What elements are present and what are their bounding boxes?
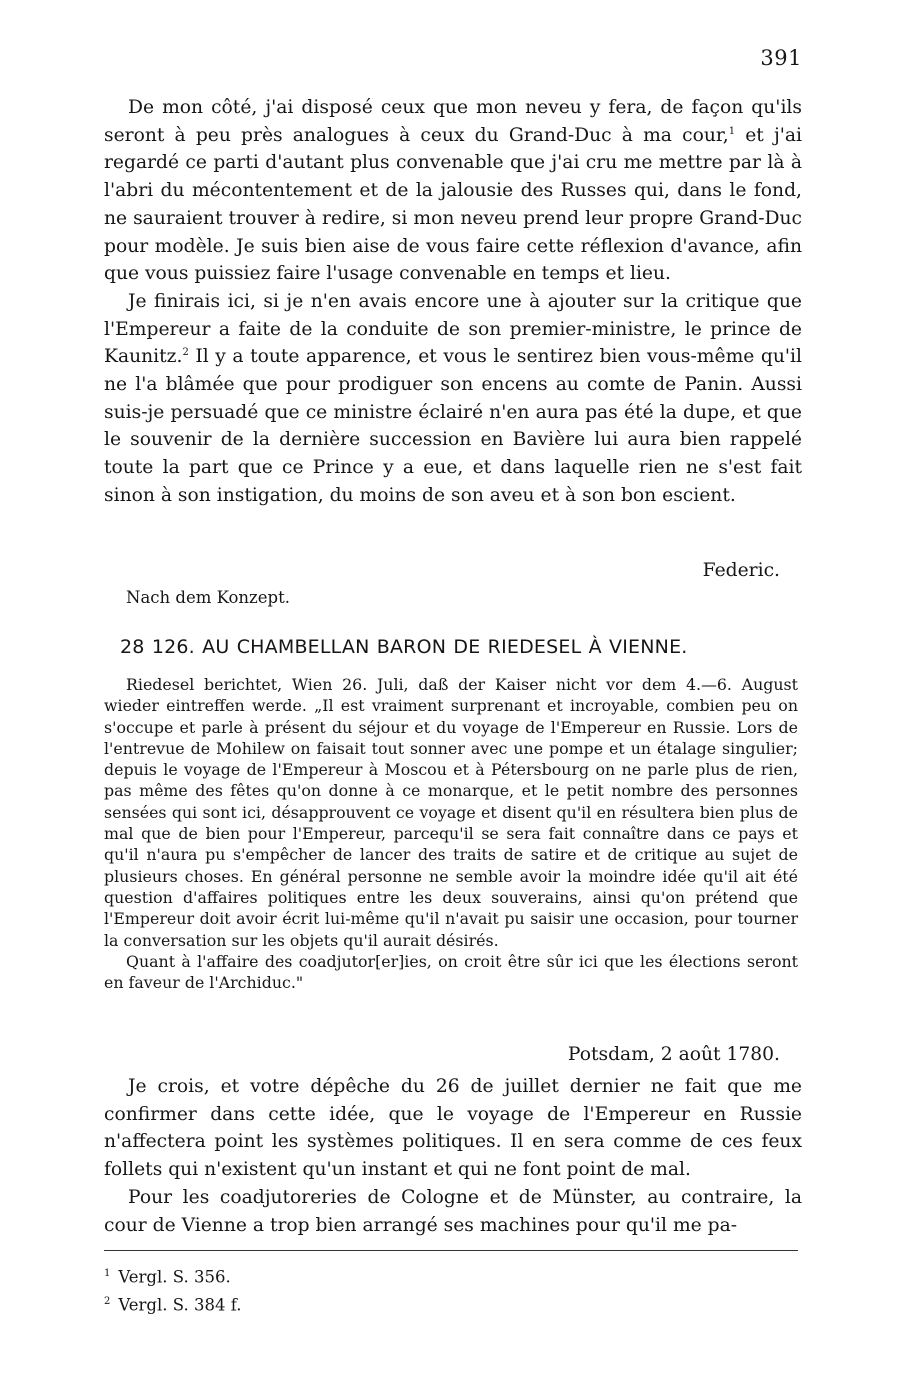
summary-paragraph: Quant à l'affaire des coadjutor[er]ies, on croit être sûr ici que les élections seront en faveur de l'Archiduc." (104, 951, 798, 993)
source-note: Nach dem Konzept. (126, 588, 290, 607)
footnote-text: Vergl. S. 384 f. (118, 1295, 242, 1314)
paragraph (104, 94, 802, 288)
paragraph-text: Je finirais ici, si je n'en avais encore une à ajouter sur la critique que l'Empereur a faite de la conduite de son premier-ministre, le prince de Kaunitz. (104, 290, 802, 368)
signature: Federic. (702, 560, 780, 581)
letter-heading: 28 126. AU CHAMBELLAN BARON DE RIEDESEL À VIENNE. (120, 636, 688, 658)
footnote-mark: 2 (104, 1295, 111, 1307)
footnote-divider (104, 1250, 798, 1251)
letter-body (104, 1073, 802, 1239)
footnote-ref: 1 (728, 125, 736, 137)
paragraph-text: Il y a toute apparence, et vous le sentirez bien vous-même qu'il ne l'a blâmée que pour prodiguer son encens au comte de Panin. Aussi suis-je persuadé que ce ministre éclairé n'en aura pas été la dupe, et que le souvenir de la dernière succession en Bavière lui aura bien rappelé toute la part que ce Prince y a eue, et dans laquelle rien ne s'est fait sinon à son instigation, du moins de son aveu et à son bon escient. (104, 346, 802, 506)
paragraph-text: De mon côté, j'ai disposé ceux que mon neveu y fera, de façon qu'ils seront à peu près analogues à ceux du Grand-Duc à ma cour, (104, 97, 802, 146)
footnote-ref: 2 (182, 347, 189, 359)
page-number: 391 (760, 46, 802, 70)
paragraph: Je crois, et votre dépêche du 26 de juillet dernier ne fait que me confirmer dans cette idée, que le voyage de l'Empereur en Russie n'affectera point les systèmes politiques. Il en sera comme de ces feux follets qui n'existent qu'un instant et qui ne font point de mal. (104, 1076, 802, 1181)
footnote (104, 1290, 241, 1318)
paragraph-text: et j'ai regardé ce parti d'autant plus convenable que j'ai cru me mettre par là à l'abri du mécontentement et de la jalousie des Russes qui, dans le fond, ne sauraient trouver à redire, si mon neveu prend leur propre Grand-Duc pour modèle. Je suis bien aise de vous faire cette réflexion d'avance, afin que vous puissiez faire l'usage convenable en temps et lieu. (104, 124, 802, 285)
dateline: Potsdam, 2 août 1780. (567, 1044, 780, 1065)
footnote-text: Vergl. S. 356. (118, 1267, 231, 1287)
footnotes (104, 1262, 241, 1317)
summary-paragraph: Riedesel berichtet, Wien 26. Juli, daß der Kaiser nicht vor dem 4.—6. August wieder eintreffen werde. „Il est vraiment surprenant et incroyable, combien peu on s'occupe et parle à présent du séjour et du voyage de l'Empereur en Russie. Lors de l'entrevue de Mohilew on faisait tout sonner avec une pompe et un étalage singulier; depuis le voyage de l'Empereur à Moscou et à Pétersbourg on ne parle plus de rien, pas même des fêtes qu'on donne à ce monarque, et le petit nombre des personnes sensées qui sont ici, désapprouvent ce voyage et disent qu'il en résultera bien plus de mal que de bien pour l'Empereur, parcequ'il se sera fait connaître dans ce pays et qu'il n'aura pu s'empêcher de lancer des traits de satire et de critique au sujet de plusieurs choses. En général personne ne semble avoir la moindre idée qu'il ait été question d'affaires politiques entre les deux souverains, ainsi qu'on prétend que l'Empereur doit avoir écrit lui-même qu'il n'avait pu saisir une occasion, pour tourner la conversation sur les objets qu'il aurait désirés. (104, 675, 798, 950)
report-summary (104, 674, 798, 993)
footnote (104, 1262, 241, 1290)
footnote-mark: 1 (104, 1268, 111, 1279)
paragraph: Pour les coadjutoreries de Cologne et de Münster, au contraire, la cour de Vienne a trop bien arrangé ses machines pour qu'il me pa- (104, 1186, 802, 1236)
paragraph (104, 288, 802, 510)
letter-body-continued (104, 94, 802, 510)
